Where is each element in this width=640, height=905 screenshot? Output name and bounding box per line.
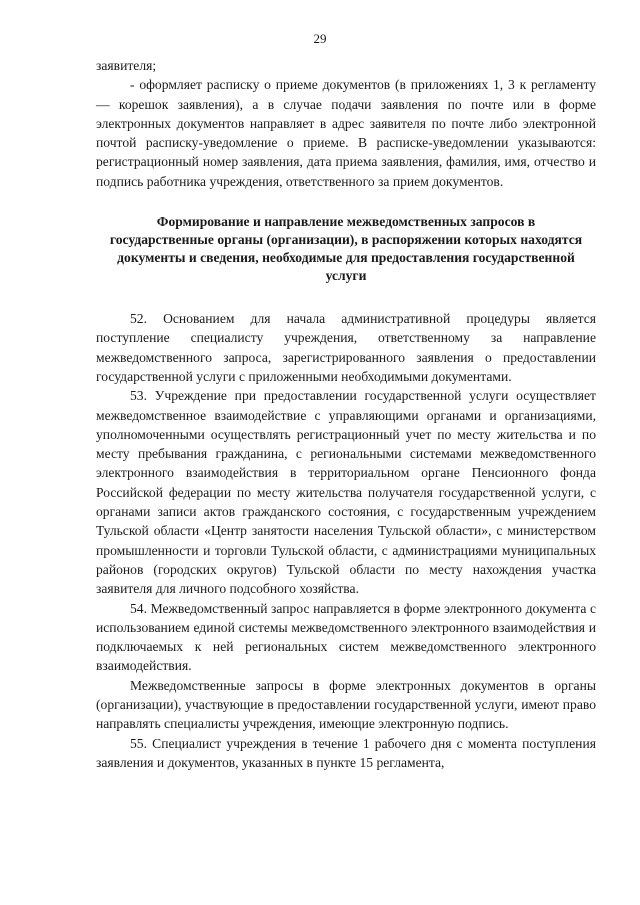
paragraph-54: 54. Межведомственный запрос направляется в форме электронного документа с использованием единой системы межведомственного электронного взаимодействия и подключаемых к ней региональных систем межведомственного электронного взаимодействия. xyxy=(96,600,596,674)
document-body xyxy=(96,56,596,772)
carryover-text: заявителя; xyxy=(96,58,157,73)
page-number: 29 xyxy=(313,31,327,46)
paragraph-54-continued: Межведомственные запросы в форме электронных документов в органы (организации), участвующие в предоставлении государственной услуги, имеют право направлять специалисты учреждения, имеющие электронную подпись. xyxy=(96,677,596,732)
paragraph-55: 55. Специалист учреждения в течение 1 рабочего дня с момента поступления заявления и документов, указанных в пункте 15 регламента, xyxy=(96,735,596,770)
section-heading: Формирование и направление межведомственных запросов в государственные органы (организации), в распоряжении которых находятся документы и сведения, необходимые для предоставления государственной услуги xyxy=(109,214,583,284)
intro-paragraph: - оформляет расписку о приеме документов (в приложениях 1, 3 к регламенту — корешок заявления), а в случае подачи заявления по почте или в форме электронных документов направляет в адрес заявителя по почте либо электронной почтой расписку-уведомление о приеме. В расписке-уведомлении указываются: регистрационный номер заявления, дата приема заявления, фамилия, имя, отчество и подпись работника учреждения, ответственного за прием документов. xyxy=(96,77,596,189)
paragraph-52: 52. Основанием для начала административной процедуры является поступление специалисту учреждения, ответственному за направление межведомственного запроса, зарегистрированного заявления о предоставлении государственной услуги с приложенными необходимыми документами. xyxy=(96,311,596,384)
paragraph-53: 53. Учреждение при предоставлении государственной услуги осуществляет межведомственное взаимодействие с управляющими органами и организациями, уполномоченными осуществлять регистрационный учет по месту жительства и по месту пребывания гражданина, с региональными системами межведомственного электронного взаимодействия в территориальном органе Пенсионного фонда Российской федерации по месту жительства получателя государственной услуги, с органами записи актов гражданского состояния, с государственным учреждением Тульской области «Центр занятости населения Тульской области», с министерством промышленности и торговли Тульской области, с администрациями муниципальных районов (городских округов) Тульской области по месту нахождения участка заявителя для личного подсобного хозяйства. xyxy=(96,388,596,597)
